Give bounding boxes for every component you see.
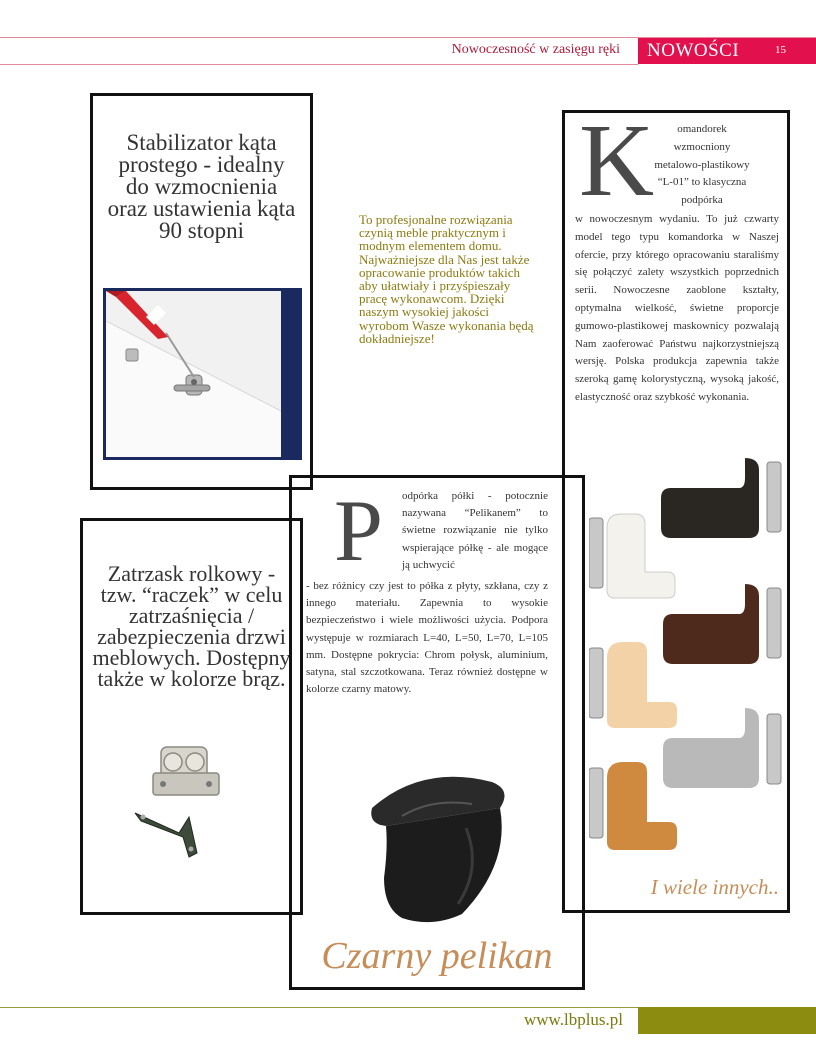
stabilizer-title: Stabilizator kąta prostego - idealny do wzmocnienia oraz ustawienia kąta 90 stopni: [107, 130, 296, 243]
stabilizer-photo: [103, 288, 302, 460]
stabilizer-illustration: [106, 291, 299, 457]
section-title: NOWOŚCI: [647, 40, 740, 61]
komandorek-text-body: w nowoczesnym wydaniu. To już czwarty model tego typu komandorka w Naszej ofercie, przy którego opracowaniu staraliśmy się połączyć zalety wszystkich poprzednich serii. Nowoczesne zaoblone kształty, optymalna wielkość, świetne proporcje gumowo-plastikowej maskownicy pozwalają Nam zaoferować Państwu najkorzystniejszą wersję. Polska produkcja zapewnia także szeroką gamę kolorystyczną, wysoką jakość, elastyczność oraz szybkość wykonania.: [575, 213, 779, 403]
komandorek-box: [562, 103, 790, 913]
komandorek-drop-cap: K: [579, 103, 655, 218]
footer-accent-block: [638, 1007, 816, 1034]
pelican-text-intro: odpórka półki - potocznie nazywana “Pelikanem” to świetne rozwiązanie nie tylko wspierające półkę - ale mogące ją uchwycić: [402, 490, 548, 571]
page-number: 15: [775, 44, 786, 56]
support-brown: [663, 584, 781, 664]
black-pelican-illustration: [362, 768, 522, 928]
footer-rule: [0, 1007, 638, 1008]
stabilizer-box: [90, 93, 313, 490]
footer-url: www.lbplus.pl: [524, 1010, 624, 1029]
pelican-caption: Czarny pelikan: [321, 935, 553, 977]
intro-blurb: To profesjonalne rozwiązania czynią meble praktycznym i modnym elementem domu. Najważniejsze dla Nas jest także opracowanie produktów takich aby ułatwiały i przyśpieszały pracę wykonawcom. Dzięki naszym wysokiej jakości wyrobom Wasze wykonania będą dokładniejsze!: [359, 212, 534, 346]
header-section-block: [638, 38, 816, 64]
support-grey: [663, 708, 781, 788]
roller-catch-title: Zatrzask rolkowy - tzw. “raczek” w celu zatrzaśnięcia / zabezpieczenia drzwi meblowych. Dostępny także w kolorze brąz.: [92, 561, 291, 691]
pelican-box: [289, 475, 585, 990]
shelf-support-colors-illustration: [589, 458, 785, 868]
support-black: [661, 458, 781, 538]
header-tagline: Nowoczesność w zasięgu ręki: [451, 42, 620, 57]
komandorek-text-intro: omandorek wzmocniony metalowo-plastikowy “L-01” to klasyczna podpórka: [654, 123, 750, 207]
pelican-drop-cap: P: [334, 483, 383, 580]
roller-catch-illustration: [127, 733, 237, 868]
header-rule-bottom: [0, 64, 638, 65]
komandorek-caption: I wiele innych..: [650, 875, 779, 899]
pelican-text-body: - bez różnicy czy jest to półka z płyty, szkłana, czy z innego materiału. Zapewnia to wysokie bezpieczeństwo i wiele możliwości użycia. Podpora występuje w rozmiarach L=40, L=50, L=70, L=105 mm. Dostępne pokrycia: Chrom połysk, aluminium, satyna, stal szczotkowana. Teraz również dostępne w kolorze czarny matowy.: [306, 580, 548, 696]
roller-catch-box: [80, 518, 303, 915]
